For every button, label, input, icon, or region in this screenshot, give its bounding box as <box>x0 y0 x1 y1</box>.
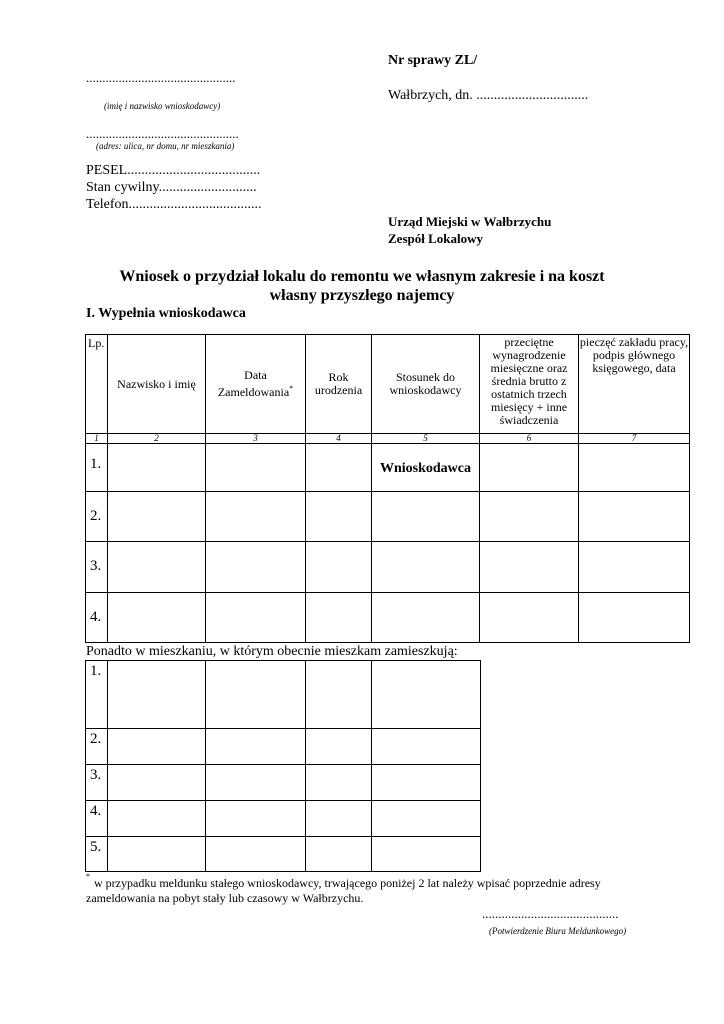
footnote-star: * <box>86 872 90 881</box>
cell-year[interactable] <box>305 801 371 837</box>
cell-date[interactable] <box>206 661 305 729</box>
applicant-address-dots: ............................................... <box>86 126 239 141</box>
table-row <box>86 801 481 837</box>
document-title-line1: Wniosek o przydział lokalu do remontu we własnym zakresie i na koszt <box>119 268 605 285</box>
row-number: 3. <box>86 542 108 593</box>
cell-year[interactable] <box>305 765 371 801</box>
phone-field: Telefon...................................... <box>86 197 262 212</box>
cell-date[interactable] <box>206 444 306 492</box>
cell-income[interactable] <box>480 542 579 593</box>
table-row <box>86 444 690 492</box>
residents-label: Ponadto w mieszkaniu, w którym obecnie mieszkam zamieszkują: <box>86 644 458 659</box>
row-number: 1. <box>86 444 108 492</box>
cell-relation-applicant: Wnioskodawca <box>372 444 480 492</box>
confirmation-caption: (Potwierdzenie Biura Meldunkowego) <box>489 926 627 936</box>
table-row <box>86 492 690 542</box>
col-number: 7 <box>579 434 690 444</box>
office-name: Urząd Miejski w Wałbrzychu <box>388 214 552 229</box>
applicant-address-caption: (adres: ulica, nr domu, nr mieszkania) <box>96 141 235 151</box>
cell-year[interactable] <box>306 542 372 593</box>
cell-relation[interactable] <box>371 729 480 765</box>
row-number: 3. <box>86 765 108 801</box>
cell-relation[interactable] <box>371 661 480 729</box>
table-row <box>86 837 481 872</box>
applicant-name-dots: .............................................. <box>86 70 236 85</box>
header-lp: Lp. <box>86 335 108 434</box>
cell-relation[interactable] <box>371 801 480 837</box>
pesel-field: PESEL...................................... <box>86 163 261 178</box>
row-number: 4. <box>86 801 108 837</box>
footnote-line2: zameldowania na pobyt stały lub czasowy w Wałbrzychu. <box>86 891 364 905</box>
cell-stamp[interactable] <box>579 492 690 542</box>
footnote-line1: w przypadku meldunku stałego wnioskodawcy, trwającego poniżej 2 lat należy wpisać poprzednie adresy <box>94 876 601 890</box>
cell-date[interactable] <box>206 593 306 643</box>
cell-name[interactable] <box>108 801 206 837</box>
cell-year[interactable] <box>305 661 371 729</box>
row-number: 5. <box>86 837 108 872</box>
cell-date[interactable] <box>206 765 305 801</box>
header-relation: Stosunek do wnioskodawcy <box>372 335 480 434</box>
cell-name[interactable] <box>108 765 206 801</box>
cell-name[interactable] <box>108 837 206 872</box>
header-registration-date <box>206 335 306 434</box>
table-row <box>86 593 690 643</box>
cell-date[interactable] <box>206 801 305 837</box>
col-number: 2 <box>108 434 206 444</box>
col-number: 1 <box>86 434 108 444</box>
cell-year[interactable] <box>305 729 371 765</box>
cell-date[interactable] <box>206 542 306 593</box>
header-stamp: pieczęć zakładu pracy, podpis głównego księgowego, data <box>579 335 690 434</box>
cell-relation[interactable] <box>371 837 480 872</box>
cell-relation[interactable] <box>372 593 480 643</box>
cell-stamp[interactable] <box>579 444 690 492</box>
section-title: I. Wypełnia wnioskodawca <box>86 306 246 321</box>
row-number: 2. <box>86 492 108 542</box>
cell-year[interactable] <box>305 837 371 872</box>
table-row <box>86 661 481 729</box>
cell-relation[interactable] <box>371 765 480 801</box>
cell-income[interactable] <box>480 492 579 542</box>
row-number: 1. <box>86 661 108 729</box>
header-registration-date-text: Data Zameldowania <box>217 368 290 399</box>
cell-name[interactable] <box>108 729 206 765</box>
household-table <box>85 334 690 643</box>
row-number: 2. <box>86 729 108 765</box>
cell-name[interactable] <box>108 661 206 729</box>
office-team: Zespół Lokalowy <box>388 231 483 246</box>
cell-date[interactable] <box>206 492 306 542</box>
cell-stamp[interactable] <box>579 593 690 643</box>
col-number: 4 <box>306 434 372 444</box>
confirmation-dots: .......................................... <box>482 906 619 921</box>
cell-name[interactable] <box>108 593 206 643</box>
cell-relation[interactable] <box>372 492 480 542</box>
row-number: 4. <box>86 593 108 643</box>
col-number: 6 <box>480 434 579 444</box>
cell-income[interactable] <box>480 593 579 643</box>
header-name: Nazwisko i imię <box>108 335 206 434</box>
footnote-mark: * <box>289 384 294 393</box>
cell-year[interactable] <box>306 492 372 542</box>
place-date: Wałbrzych, dn. ................................ <box>388 88 589 103</box>
table-row <box>86 729 481 765</box>
cell-year[interactable] <box>306 593 372 643</box>
col-number: 3 <box>206 434 306 444</box>
header-birth-year: Rok urodzenia <box>306 335 372 434</box>
cell-name[interactable] <box>108 492 206 542</box>
header-income: przeciętne wynagrodzenie miesięczne oraz średnia brutto z ostatnich trzech miesięcy + inne świadczenia <box>480 335 579 434</box>
cell-year[interactable] <box>306 444 372 492</box>
table-row <box>86 542 690 593</box>
cell-income[interactable] <box>480 444 579 492</box>
cell-date[interactable] <box>206 729 305 765</box>
cell-relation[interactable] <box>372 542 480 593</box>
cell-name[interactable] <box>108 542 206 593</box>
residents-table <box>85 660 481 872</box>
case-number: Nr sprawy ZL/ <box>388 53 478 68</box>
cell-stamp[interactable] <box>579 542 690 593</box>
col-number: 5 <box>372 434 480 444</box>
table-row <box>86 765 481 801</box>
applicant-name-caption: (imię i nazwisko wnioskodawcy) <box>104 101 221 111</box>
cell-date[interactable] <box>206 837 305 872</box>
cell-name[interactable] <box>108 444 206 492</box>
document-title-line2: własny przyszłego najemcy <box>269 287 455 304</box>
civil-status-field: Stan cywilny............................ <box>86 180 257 195</box>
